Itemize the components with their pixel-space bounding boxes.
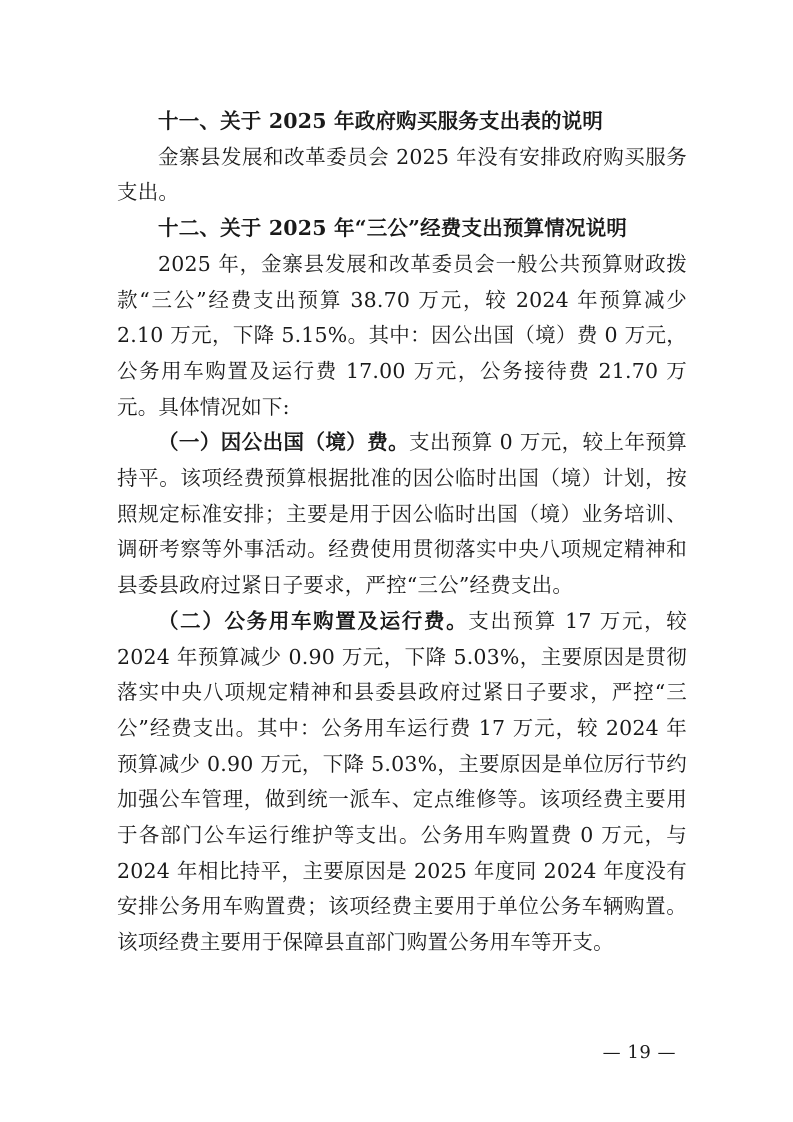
section-11-heading: 十一、关于 2025 年政府购买服务支出表的说明 [158, 109, 604, 133]
page-number: — 19 — [602, 1042, 676, 1063]
section-11-body: 金寨县发展和改革委员会 2025 年没有安排政府购买服务支出。 [117, 144, 687, 205]
item-1-paragraph [117, 425, 687, 604]
item-2-paragraph [117, 604, 687, 961]
item-1-body: 支出预算 0 万元，较上年预算持平。该项经费预算根据批准的因公临时出国（境）计划，按照规定标准安排；主要是用于因公临时出国（境）业务培训、调研考察等外事活动。经费使用贯彻落实中央八项规定精神和县委县政府过紧日子要求，严控“三公”经费支出。 [117, 430, 687, 598]
item-1-title: （一）因公出国（境）费。 [158, 430, 410, 455]
document-body [117, 104, 687, 961]
section-12-heading: 十二、关于 2025 年“三公”经费支出预算情况说明 [158, 216, 628, 241]
item-2-title: （二）公务用车购置及运行费。 [158, 608, 469, 633]
item-2-body: 支出预算 17 万元，较 2024 年预算减少 0.90 万元，下降 5.03%，主要原因是贯彻落实中央八项规定精神和县委县政府过紧日子要求，严控“三公”经费支出。其中：公务用车运行费 17 万元，较 2024 年预算减少 0.90 万元，下降 5.03%，主要原因是单位厉行节约加强公车管理，做到统一派车、定点维修等。该项经费主要用于各部门公车运行维护等支出。公务用车购置费 0 万元，与 2024 年相比持平，主要原因是 2025 年度同 2024 年度没有安排公务用车购置费；该项经费主要用于单位公务车辆购置。该项经费主要用于保障县直部门购置公务用车等开支。 [117, 608, 687, 955]
section-12-intro: 2025 年，金寨县发展和改革委员会一般公共预算财政拨款“三公”经费支出预算 38.70 万元，较 2024 年预算减少 2.10 万元，下降 5.15%。其中：因公出国（境）费 0 万元，公务用车购置及运行费 17.00 万元，公务接待费 21.70 万元。具体情况如下: [117, 251, 687, 419]
